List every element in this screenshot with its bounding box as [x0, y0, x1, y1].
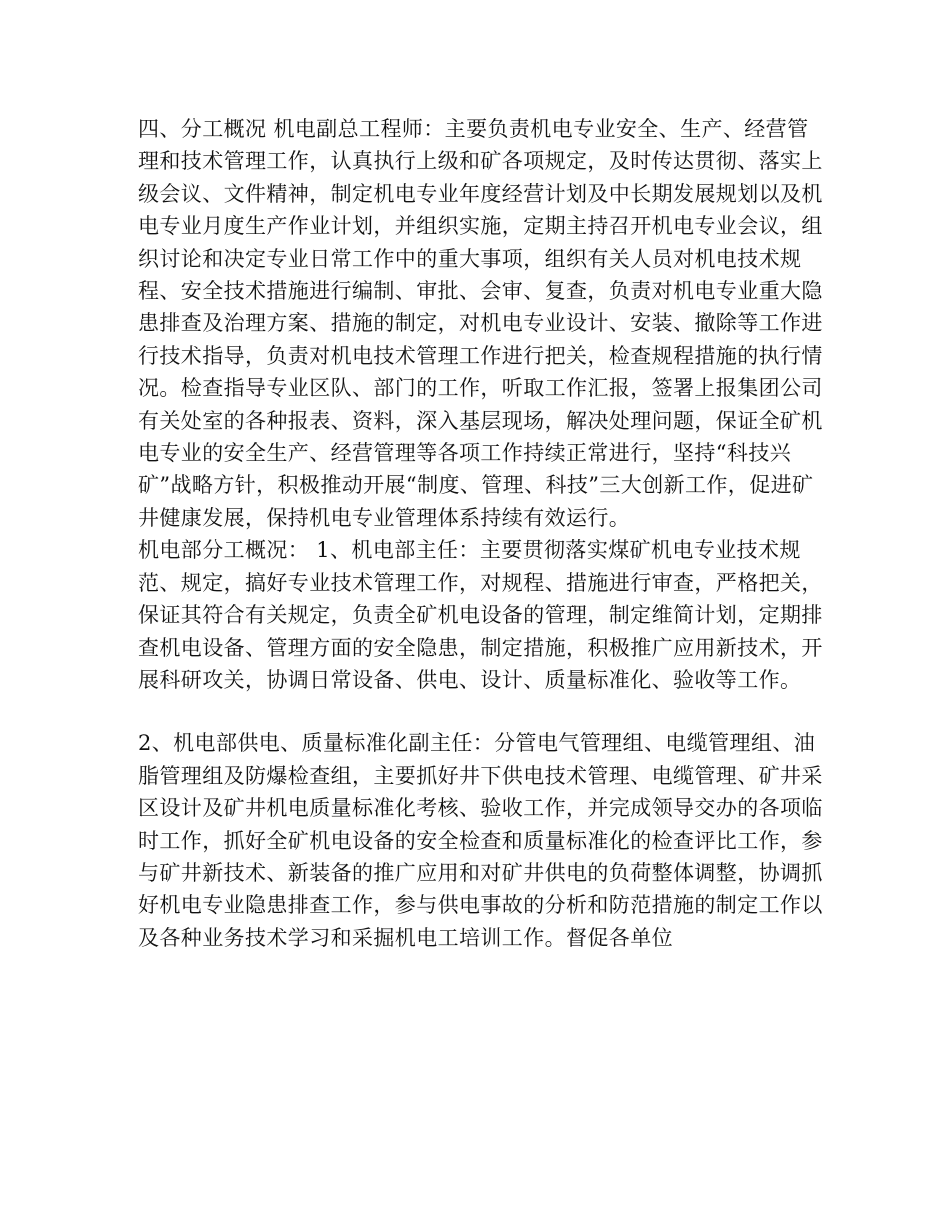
paragraph-gap	[138, 696, 828, 727]
paragraph-department-director: 机电部分工概况： 1、机电部主任：主要贯彻落实煤矿机电专业技术规范、规定，搞好专业技术管理工作，对规程、措施进行审查，严格把关，保证其符合有关规定，负责全矿机电设备的管理，制定维简计划，定期排查机电设备、管理方面的安全隐患，制定措施，积极推广应用新技术，开展科研攻关，协调日常设备、供电、设计、质量标准化、验收等工作。	[138, 538, 823, 692]
paragraph-deputy-director: 2、机电部供电、质量标准化副主任：分管电气管理组、电缆管理组、油脂管理组及防爆检查组，主要抓好井下供电技术管理、电缆管理、矿井采区设计及矿井机电质量标准化考核、验收工作，并完成领导交办的各项临时工作，抓好全矿机电设备的安全检查和质量标准化的检查评比工作，参与矿井新技术、新装备的推广应用和对矿井供电的负荷整体调整，协调抓好机电专业隐患排查工作，参与供电事故的分析和防范措施的制定工作以及各种业务技术学习和采掘机电工培训工作。督促各单位	[138, 731, 823, 950]
document-page	[138, 113, 828, 954]
paragraph-division-overview: 四、分工概况 机电副总工程师：主要负责机电专业安全、生产、经营管理和技术管理工作，认真执行上级和矿各项规定，及时传达贯彻、落实上级会议、文件精神，制定机电专业年度经营计划及中长期发展规划以及机电专业月度生产作业计划，并组织实施，定期主持召开机电专业会议，组织讨论和决定专业日常工作中的重大事项，组织有关人员对机电技术规程、安全技术措施进行编制、审批、会审、复查，负责对机电专业重大隐患排查及治理方案、措施的制定，对机电专业设计、安装、撤除等工作进行技术指导，负责对机电技术管理工作进行把关，检查规程措施的执行情况。检查指导专业区队、部门的工作，听取工作汇报，签署上报集团公司有关处室的各种报表、资料，深入基层现场，解决处理问题，保证全矿机电专业的安全生产、经营管理等各项工作持续正常进行，坚持“科技兴矿”战略方针，积极推动开展“制度、管理、科技”三大创新工作，促进矿井健康发展，保持机电专业管理体系持续有效运行。	[138, 117, 823, 530]
